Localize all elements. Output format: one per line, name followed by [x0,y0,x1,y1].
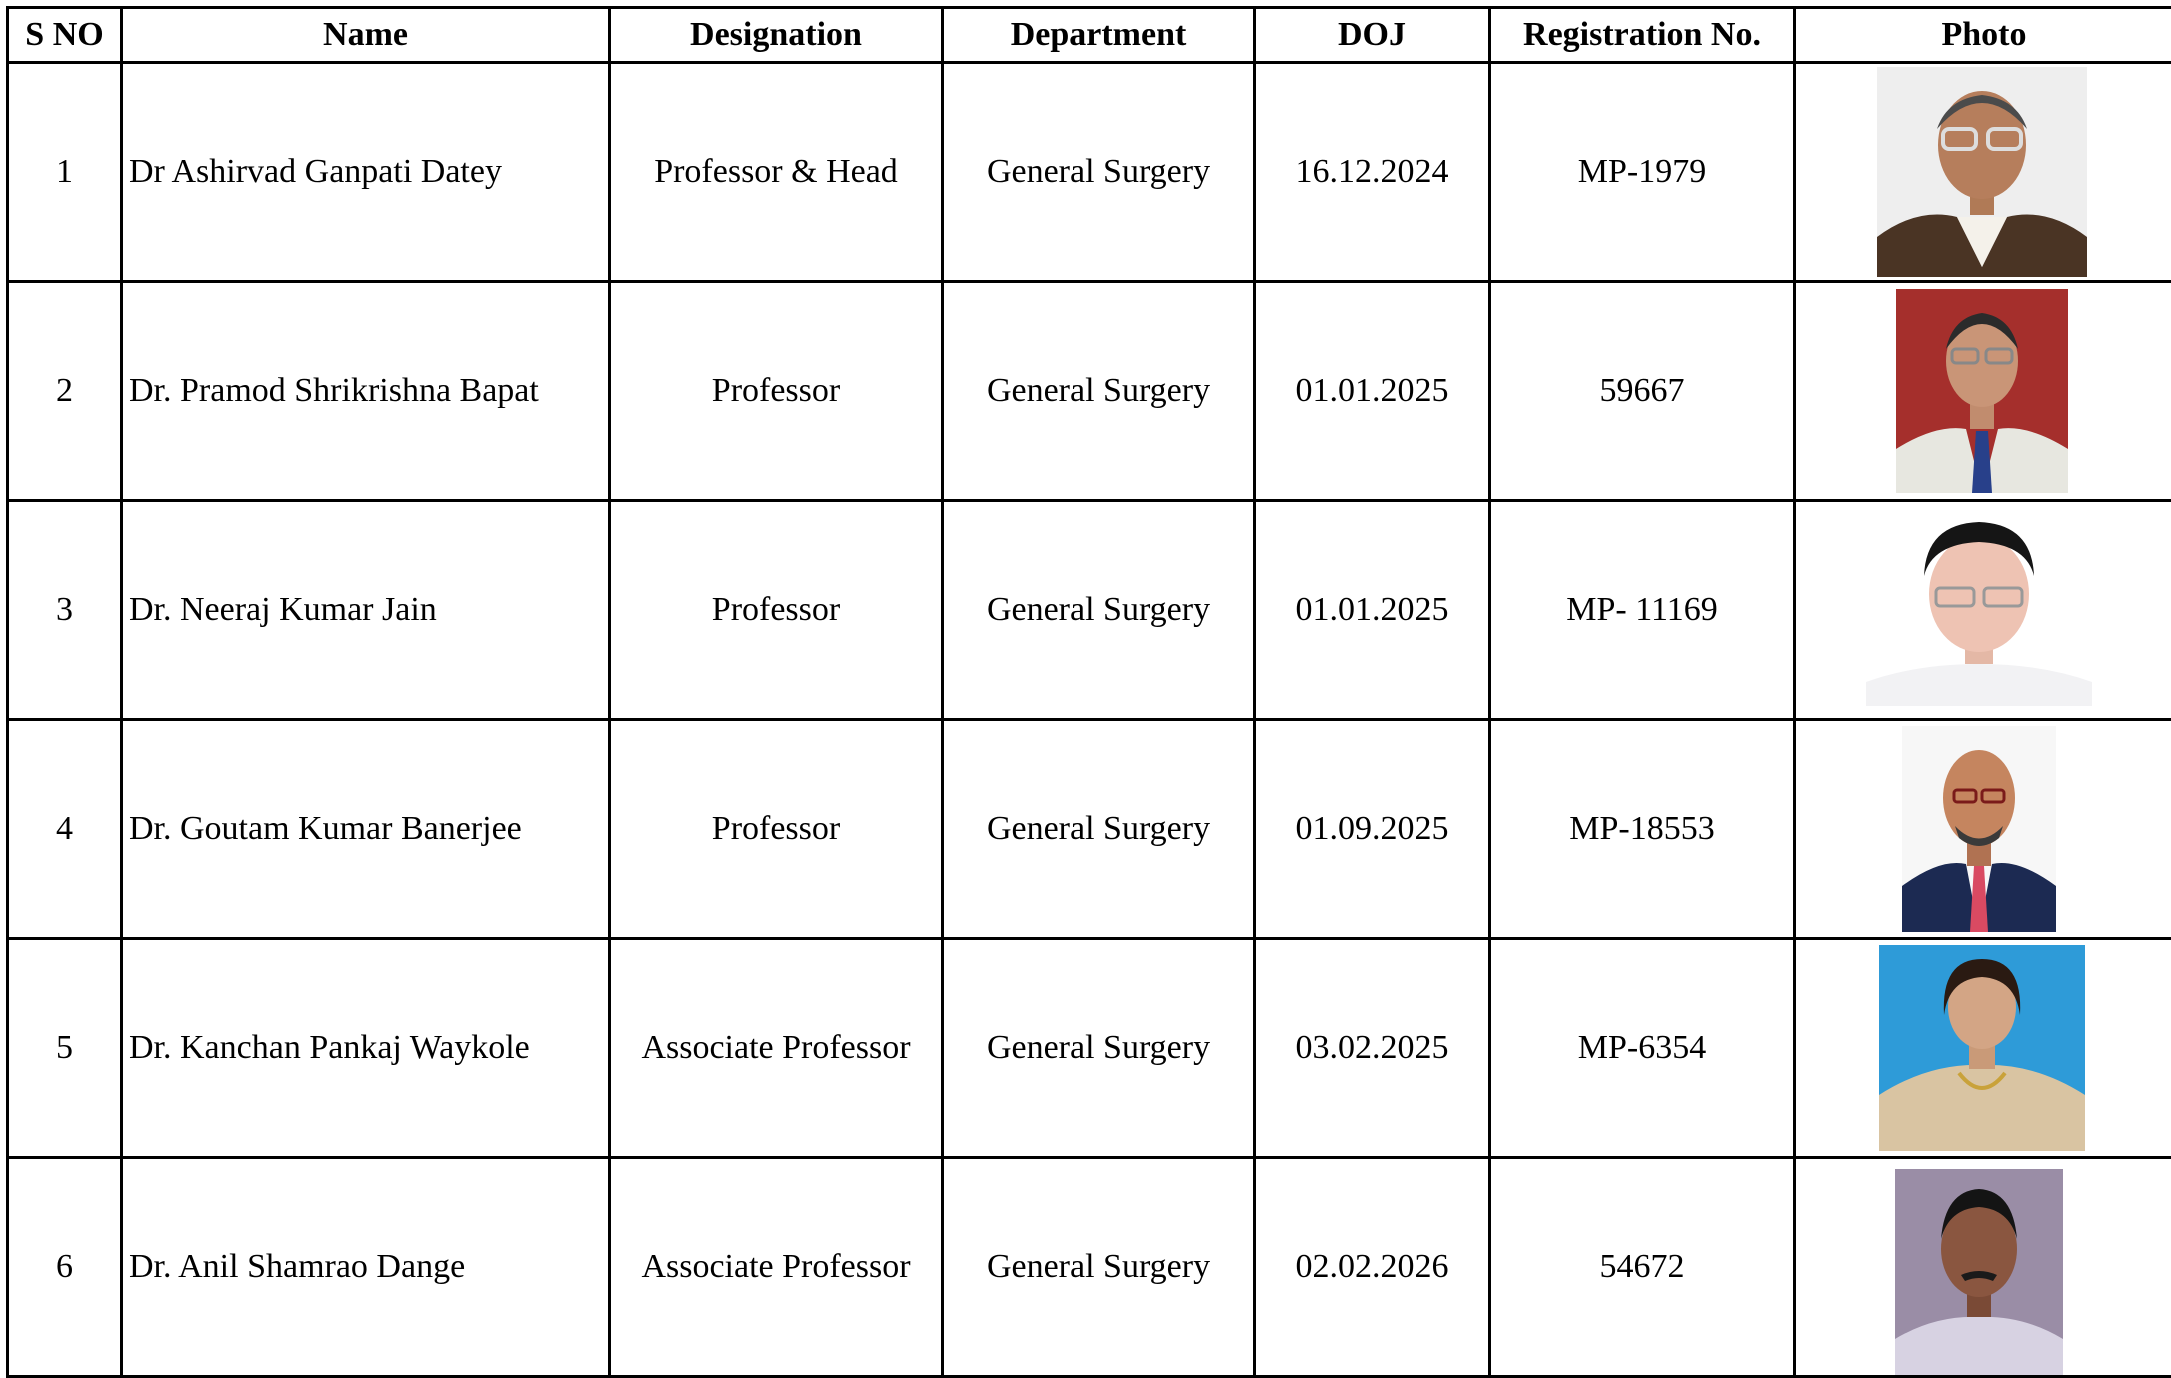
cell-name: Dr Ashirvad Ganpati Datey [122,63,610,282]
cell-designation: Associate Professor [610,1158,943,1377]
table-row [8,939,2171,1158]
portrait-photo [1879,945,2085,1151]
cell-designation: Professor & Head [610,63,943,282]
cell-department: General Surgery [943,282,1255,501]
cell-registration: 59667 [1490,282,1795,501]
cell-photo [1795,939,2171,1158]
cell-sno: 4 [8,720,122,939]
cell-designation: Associate Professor [610,939,943,1158]
cell-department: General Surgery [943,939,1255,1158]
cell-registration: MP- 11169 [1490,501,1795,720]
cell-photo [1795,720,2171,939]
table-row [8,720,2171,939]
cell-photo [1795,501,2171,720]
cell-sno: 2 [8,282,122,501]
cell-registration: 54672 [1490,1158,1795,1377]
header-photo: Photo [1795,8,2171,63]
cell-registration: MP-18553 [1490,720,1795,939]
cell-designation: Professor [610,282,943,501]
cell-department: General Surgery [943,1158,1255,1377]
cell-name: Dr. Goutam Kumar Banerjee [122,720,610,939]
cell-photo [1795,282,2171,501]
header-name: Name [122,8,610,63]
table-row [8,501,2171,720]
header-sno: S NO [8,8,122,63]
cell-sno: 3 [8,501,122,720]
cell-name: Dr. Kanchan Pankaj Waykole [122,939,610,1158]
cell-name: Dr. Anil Shamrao Dange [122,1158,610,1377]
cell-doj: 01.01.2025 [1255,282,1490,501]
cell-sno: 6 [8,1158,122,1377]
cell-doj: 02.02.2026 [1255,1158,1490,1377]
cell-department: General Surgery [943,501,1255,720]
header-designation: Designation [610,8,943,63]
cell-department: General Surgery [943,63,1255,282]
cell-doj: 01.09.2025 [1255,720,1490,939]
cell-doj: 03.02.2025 [1255,939,1490,1158]
cell-name: Dr. Pramod Shrikrishna Bapat [122,282,610,501]
portrait-photo [1902,726,2056,932]
faculty-table [6,6,2171,1378]
cell-registration: MP-1979 [1490,63,1795,282]
cell-doj: 01.01.2025 [1255,501,1490,720]
table-row [8,282,2171,501]
cell-photo [1795,63,2171,282]
cell-sno: 1 [8,63,122,282]
cell-name: Dr. Neeraj Kumar Jain [122,501,610,720]
cell-photo [1795,1158,2171,1377]
header-doj: DOJ [1255,8,1490,63]
cell-sno: 5 [8,939,122,1158]
table-row [8,63,2171,282]
portrait-photo [1896,289,2068,493]
cell-doj: 16.12.2024 [1255,63,1490,282]
portrait-photo [1877,67,2087,277]
portrait-photo [1866,514,2092,706]
cell-designation: Professor [610,720,943,939]
cell-registration: MP-6354 [1490,939,1795,1158]
portrait-photo [1895,1169,2063,1377]
header-department: Department [943,8,1255,63]
cell-designation: Professor [610,501,943,720]
header-row [8,8,2171,63]
header-registration: Registration No. [1490,8,1795,63]
cell-department: General Surgery [943,720,1255,939]
table-row [8,1158,2171,1377]
